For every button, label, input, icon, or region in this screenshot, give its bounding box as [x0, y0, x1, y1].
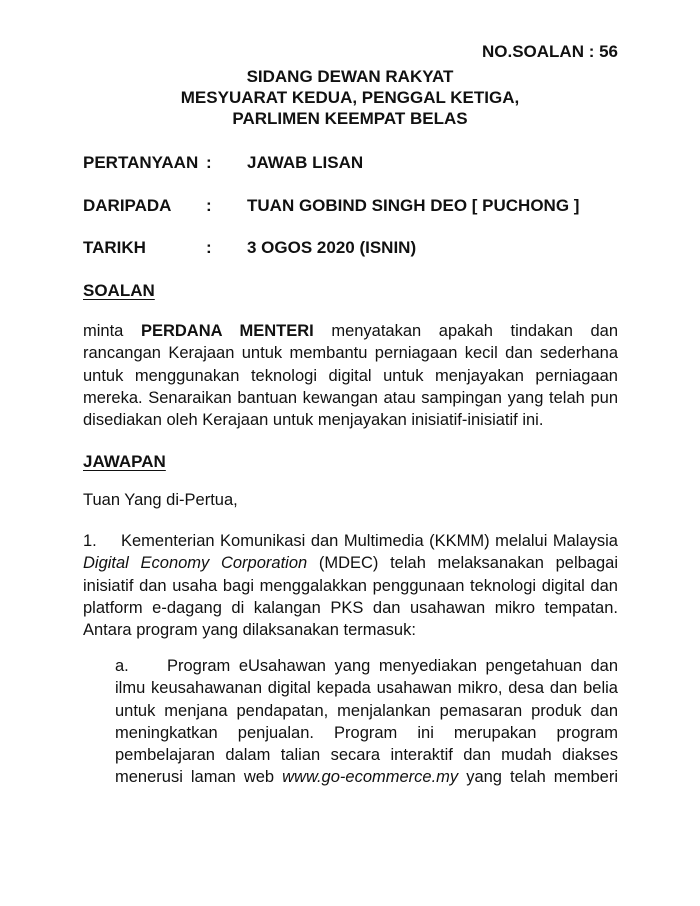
- item-letter: a.: [115, 657, 129, 675]
- soalan-prefix: minta: [83, 322, 141, 340]
- answer-item-a: [115, 655, 618, 789]
- heading-line-1: SIDANG DEWAN RAKYAT: [246, 67, 454, 86]
- soalan-body: menyatakan apakah tindakan dan rancangan Kerajaan untuk membantu perniagaan kecil dan sederhana untuk menggunakan teknologi digital untuk menjayakan perniagaan mereka. Senaraikan bantuan kewangan atau sampingan yang telah pun disediakan oleh Kerajaan untuk menjayakan inisiatif-inisiatif ini.: [83, 322, 618, 430]
- meta-label: PERTANYAAN: [83, 153, 199, 172]
- heading-line-3: PARLIMEN KEEMPAT BELAS: [232, 109, 468, 128]
- meta-value: JAWAB LISAN: [247, 153, 364, 172]
- meta-value: TUAN GOBIND SINGH DEO [ PUCHONG ]: [247, 196, 580, 215]
- meta-colon: :: [206, 238, 212, 257]
- meta-colon: :: [206, 196, 212, 215]
- question-number: NO.SOALAN : 56: [481, 42, 618, 61]
- paragraph-italic: Digital Economy Corporation: [83, 554, 308, 573]
- item-url: www.go-ecommerce.my: [282, 768, 459, 787]
- meta-colon: :: [206, 153, 212, 172]
- paragraph-number: 1.: [83, 532, 97, 550]
- paragraph-text-a: Kementerian Komunikasi dan Multimedia (KKMM) melalui Malaysia: [121, 532, 618, 550]
- session-heading: [0, 66, 700, 129]
- jawapan-title: JAWAPAN: [83, 452, 166, 471]
- meta-label: TARIKH: [83, 238, 146, 257]
- heading-line-2: MESYUARAT KEDUA, PENGGAL KETIGA,: [180, 88, 520, 107]
- greeting: Tuan Yang di-Pertua,: [83, 491, 238, 509]
- meta-value: 3 OGOS 2020 (ISNIN): [247, 238, 417, 257]
- item-text-b: yang telah memberi: [458, 768, 618, 787]
- soalan-title: SOALAN: [83, 281, 155, 300]
- soalan-addressee: PERDANA MENTERI: [140, 322, 314, 340]
- soalan-paragraph: [83, 320, 618, 431]
- item-text-a: Program eUsahawan yang menyediakan pengetahuan dan ilmu keusahawanan digital kepada usahawan mikro, desa dan belia untuk menjana pendapatan, menjalankan pemasaran produk dan meningkatkan penjualan. Program ini merupakan program pembelajaran dalam talian secara interaktif dan mudah diakses menerusi laman web: [115, 657, 618, 787]
- paragraph-text-b: (MDEC) telah melaksanakan pelbagai inisiatif dan usaha bagi menggalakkan penggunaan teknologi digital dan platform e-dagang di kalangan PKS dan usahawan mikro tempatan. Antara program yang dilaksanakan termasuk:: [83, 554, 618, 640]
- answer-paragraph-1: [83, 530, 618, 641]
- meta-label: DARIPADA: [83, 196, 172, 215]
